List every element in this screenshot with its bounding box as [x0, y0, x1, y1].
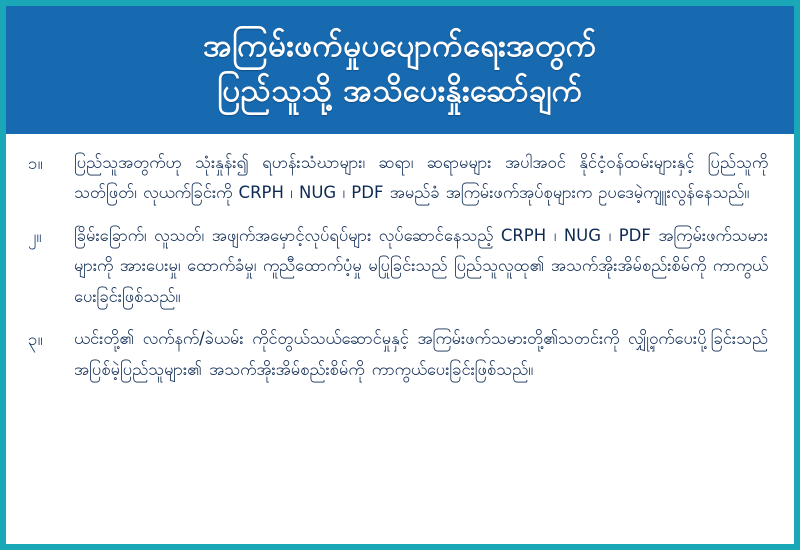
list-item-number: ၂။	[28, 226, 42, 247]
list-item-text: ယင်းတို့၏ လက်နက်/ခဲယမ်း ကိုင်တွယ်သယ်ဆောင်မှုနှင့် အကြမ်းဖက်သမားတို့၏သတင်းကို လျှို့ဝှက်ပေးပို့ခြင်းသည် အပြစ်မဲ့ပြည်သူများ၏ အသက်အိုးအိမ်စည်းစိမ်ကို ကာကွယ်ပေးခြင်းဖြစ်သည်။	[74, 329, 768, 379]
list-item-text: ခြိမ်းခြောက်၊ လူသတ်၊ အဖျက်အမှောင့်လုပ်ရပ်များ လုပ်ဆောင်နေသည့် CRPH ၊ NUG ၊ PDF အကြမ်းဖက်သမားများကို အားပေးမှု၊ ထောက်ခံမှု၊ ကူညီထောက်ပံ့မှု မပြုခြင်းသည် ပြည်သူလူထု၏ အသက်အိုးအိမ်စည်းစိမ်ကို ကာကွယ်ပေးခြင်းဖြစ်သည်။	[74, 225, 768, 306]
poster-header	[6, 6, 794, 134]
list-item	[28, 324, 768, 385]
poster-body	[6, 134, 794, 544]
list-item-text: ပြည်သူအတွက်ဟု သုံးနှုန်း၍ ရဟန်းသံဃာများ၊ ဆရာ၊ ဆရာမများ အပါအဝင် နိုင်ငံ့ဝန်ထမ်းများနှင့် ပြည်သူကိုသတ်ဖြတ်၊ လုယက်ခြင်းကို CRPH ၊ NUG ၊ PDF အမည်ခံ အကြမ်းဖက်အုပ်စုများက ဥပဒေမဲ့ကျူးလွန်နေသည်။	[74, 152, 768, 203]
list-item	[28, 148, 768, 209]
header-title-line-2: ပြည်သူသို့ အသိပေးနှိုးဆော်ချက်	[217, 72, 583, 109]
list-item	[28, 221, 768, 313]
list-item-number: ၁။	[28, 153, 43, 174]
header-title-line-1: အကြမ်းဖက်မှုပပျောက်ရေးအတွက်	[203, 28, 597, 64]
list-item-number: ၃။	[28, 330, 43, 351]
